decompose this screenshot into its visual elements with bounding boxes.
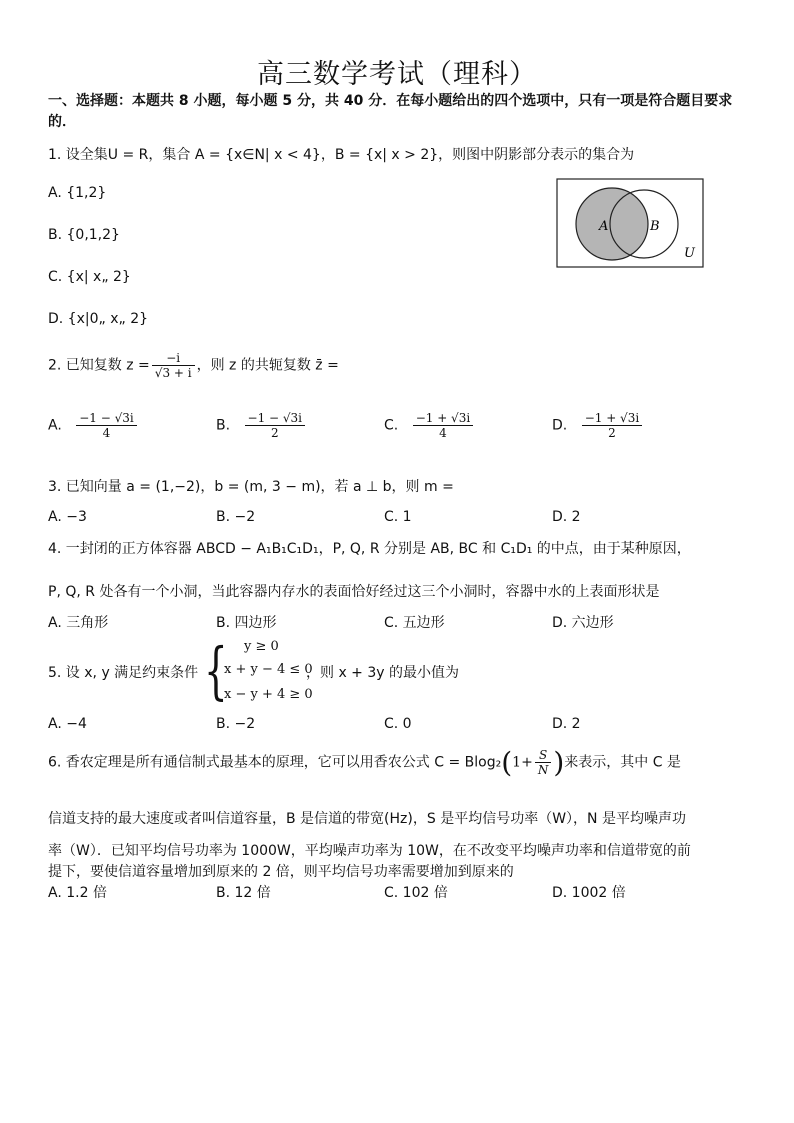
fraction-denominator: 4 <box>102 426 111 440</box>
option-letter: B. <box>216 417 231 434</box>
question-4-option-c: C. 五边形 <box>384 615 445 631</box>
fraction-numerator: −1 + √3i <box>582 411 643 426</box>
option-fraction <box>76 411 137 440</box>
question-2-stem-pre: 2. 已知复数 z = <box>48 357 150 374</box>
constraint-2: x + y − 4 ≤ 0 <box>224 662 313 677</box>
question-1-option-b: B. {0,1,2} <box>48 227 120 243</box>
question-6-line-2: 信道支持的最大速度或者叫信道容量，B 是信道的带宽(Hz)，S 是平均信号功率（W），N 是平均噪声功 <box>48 811 686 827</box>
question-2-stem-post: ，则 z 的共轭复数 z̄ = <box>196 357 339 374</box>
venn-label-a: A <box>599 219 609 234</box>
question-6-option-c: C. 102 倍 <box>384 885 448 901</box>
question-3-option-d: D. 2 <box>552 509 581 525</box>
option-letter: C. <box>384 417 399 434</box>
question-4-option-b: B. 四边形 <box>216 615 277 631</box>
question-6-line-1-post: 来表示，其中 C 是 <box>564 754 681 771</box>
fraction-numerator: −1 + √3i <box>413 411 474 426</box>
question-2-option-d <box>552 411 644 440</box>
question-3-option-b: B. −2 <box>216 509 256 525</box>
question-6-line-4: 提下，要使信道容量增加到原来的 2 倍，则平均信号功率需要增加到原来的 <box>48 864 514 880</box>
fraction-denominator: √3 + i <box>154 366 192 380</box>
question-4-line-2: P, Q, R 处各有一个小洞，当此容器内存水的表面恰好经过这三个小洞时，容器中水的上表面形状是 <box>48 584 660 600</box>
venn-label-b: B <box>650 219 660 234</box>
question-3-stem: 3. 已知向量 a = (1,−2)，b = (m, 3 − m)，若 a ⊥ b，则 m = <box>48 479 454 495</box>
constraint-brace: { <box>204 634 228 707</box>
fraction-denominator: 2 <box>270 426 279 440</box>
snr-fraction <box>535 748 552 777</box>
question-6-option-a: A. 1.2 倍 <box>48 885 107 901</box>
fraction-numerator: −i <box>152 351 195 366</box>
section-heading: 一、选择题：本题共 8 小题，每小题 5 分，共 40 分．在每小题给出的四个选项中，只有一项是符合题目要求的． <box>48 93 733 130</box>
fraction-denominator: 4 <box>439 426 447 440</box>
question-6-option-d: D. 1002 倍 <box>552 885 626 901</box>
page-title: 高三数学考试（理科） <box>257 59 537 90</box>
question-5-option-a: A. −4 <box>48 716 87 732</box>
question-2-option-c <box>384 411 475 440</box>
question-5-post: ，则 x + 3y 的最小值为 <box>306 665 460 681</box>
fraction-numerator: −1 − √3i <box>245 411 306 426</box>
formula-one: 1+ <box>512 754 533 771</box>
question-1-stem: 1. 设全集U = R，集合 A = {x∈N| x < 4}，B = {x| x > 2}，则图中阴影部分表示的集合为 <box>48 147 635 163</box>
fraction-denominator: N <box>537 763 549 777</box>
question-1-option-d: D. {x|0„ x„ 2} <box>48 311 149 327</box>
question-6-option-b: B. 12 倍 <box>216 885 271 901</box>
question-2-option-a <box>48 411 139 440</box>
venn-set-a-circle <box>576 188 648 260</box>
option-letter: A. <box>48 417 62 434</box>
fraction-numerator: −1 − √3i <box>76 411 137 426</box>
option-fraction <box>245 411 306 440</box>
option-fraction <box>413 411 474 440</box>
question-2-stem <box>48 351 339 380</box>
question-4-option-a: A. 三角形 <box>48 615 109 631</box>
question-3-option-a: A. −3 <box>48 509 87 525</box>
question-4-option-d: D. 六边形 <box>552 615 614 631</box>
question-5-pre: 5. 设 x, y 满足约束条件 <box>48 665 199 681</box>
question-1-option-a: A. {1,2} <box>48 185 107 201</box>
constraint-1: y ≥ 0 <box>244 639 279 654</box>
question-5-option-b: B. −2 <box>216 716 256 732</box>
question-5-option-d: D. 2 <box>552 716 581 732</box>
question-4-line-1: 4. 一封闭的正方体容器 ABCD − A₁B₁C₁D₁，P, Q, R 分别是 AB, BC 和 C₁D₁ 的中点，由于某种原因， <box>48 541 691 557</box>
question-1-option-c: C. {x| x„ 2} <box>48 269 131 285</box>
question-6-line-1 <box>48 746 681 779</box>
option-fraction <box>582 411 643 440</box>
fraction-numerator: S <box>535 748 552 763</box>
fraction-denominator: 2 <box>608 426 616 440</box>
right-paren: ) <box>553 746 565 779</box>
question-6-line-3: 率（W）．已知平均信号功率为 1000W，平均噪声功率为 10W，在不改变平均噪声功率和信道带宽的前 <box>48 843 691 859</box>
question-2-option-b <box>216 411 307 440</box>
venn-diagram <box>556 178 706 270</box>
question-3-option-c: C. 1 <box>384 509 412 525</box>
left-paren: ( <box>501 746 513 779</box>
question-2-fraction <box>152 351 195 380</box>
option-letter: D. <box>552 417 568 434</box>
venn-label-u: U <box>684 246 695 261</box>
question-5-option-c: C. 0 <box>384 716 412 732</box>
constraint-3: x − y + 4 ≥ 0 <box>224 687 313 702</box>
question-6-line-1-pre: 6. 香农定理是所有通信制式最基本的原理，它可以用香农公式 C = Blog₂ <box>48 754 502 771</box>
